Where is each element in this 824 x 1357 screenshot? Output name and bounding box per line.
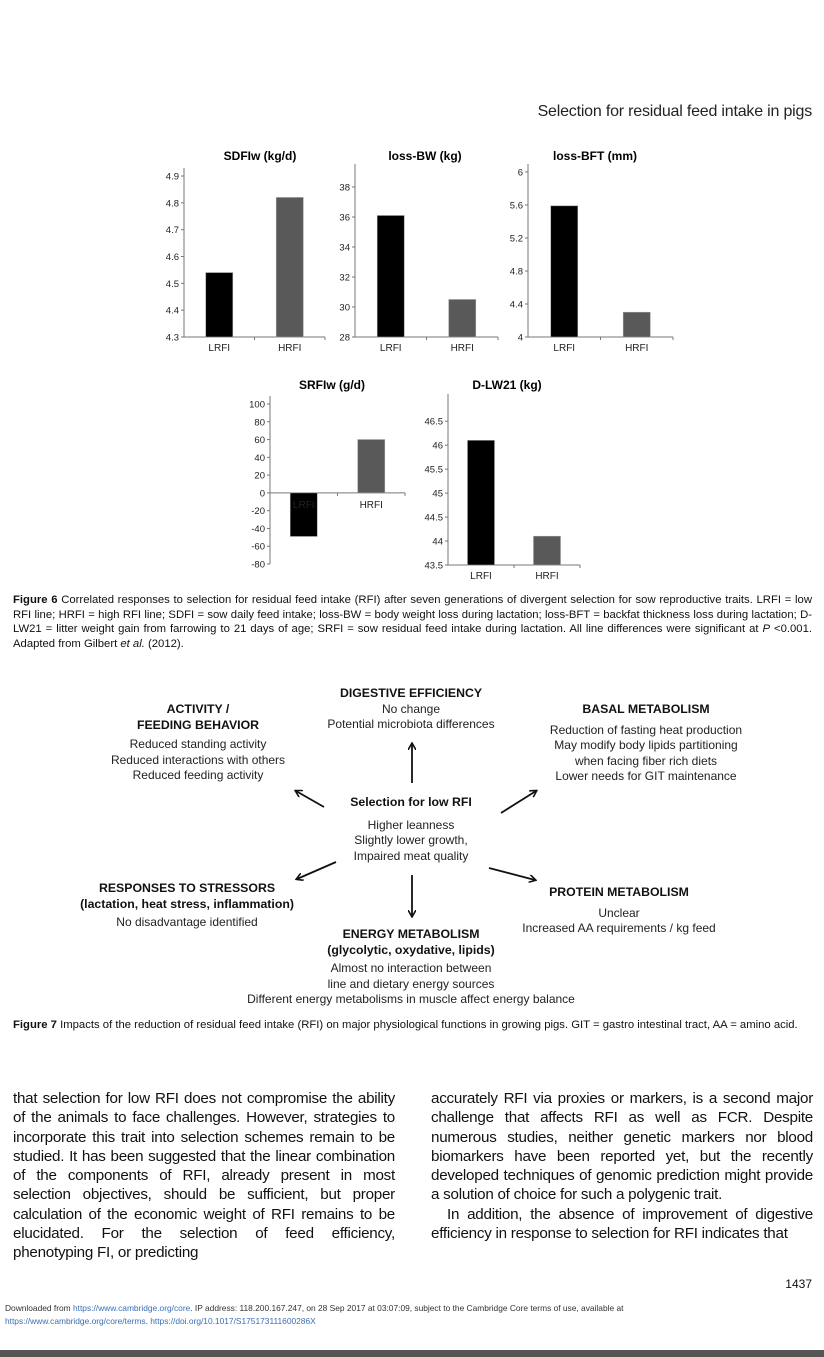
figure-7-label: Figure 7 [13, 1019, 57, 1031]
page-number: 1437 [785, 1277, 812, 1291]
y-tick-label: 0 [259, 488, 265, 500]
chart-svg [237, 377, 417, 584]
y-tick-label: -80 [251, 559, 265, 571]
link-doi[interactable]: https://doi.org/10.1017/S175173111600286X [150, 1315, 316, 1326]
x-category-label: LRFI [470, 571, 492, 582]
y-tick-label: -60 [251, 541, 265, 553]
y-tick-label: -40 [251, 523, 265, 535]
y-tick-label: 46 [432, 440, 443, 452]
link-terms[interactable]: https://www.cambridge.org/core/terms [5, 1315, 146, 1326]
chart-d-lw21 [412, 377, 592, 589]
y-tick-label: 4.6 [165, 252, 179, 263]
y-tick-label: 4.9 [165, 171, 179, 183]
node-activity-feeding: ACTIVITY / FEEDING BEHAVIOR Reduced standing activity Reduced interactions with others Reduced feeding activity [110, 702, 286, 782]
chart-svg [505, 148, 685, 365]
body-column-left [13, 1089, 395, 1263]
x-category-label: LRFI [292, 499, 315, 511]
node-responses-stressors: RESPONSES TO STRESSORS (lactation, heat stress, inflammation) No disadvantage identified [80, 881, 294, 929]
y-tick-label: 45 [432, 488, 443, 500]
chart-sdfiw [150, 148, 330, 370]
y-tick-label: 44 [432, 536, 443, 548]
y-tick-label: 4.8 [509, 266, 523, 278]
y-tick-label: 34 [339, 242, 350, 254]
y-tick-label: 38 [339, 182, 350, 194]
y-tick-label: 4.5 [165, 278, 179, 290]
y-tick-label: 4.4 [165, 305, 179, 317]
y-tick-label: 5.6 [509, 200, 523, 212]
body-paragraph: accurately RFI via proxies or markers, is a second major challenge that affects RFI as well as FCR. Despite numerous studies, neither genetic markers nor blood biomarkers have been reported yet, but the recently developed techniques of genomic prediction might provide a solution of choice for such a polygenic trait. [431, 1090, 813, 1204]
chart-loss-bw [330, 148, 510, 370]
node-protein-metabolism: PROTEIN METABOLISM Unclear Increased AA requirements / kg feed [522, 885, 716, 935]
y-tick-label: 5.2 [509, 233, 523, 245]
y-tick-label: -20 [251, 506, 265, 518]
body-column-right [431, 1089, 813, 1243]
bar-lrfi [468, 440, 495, 565]
figure-7-caption: Figure 7 Impacts of the reduction of residual feed intake (RFI) on major physiological functions in growing pigs. GIT = gastro intestinal tract, AA = amino acid. [13, 1019, 798, 1031]
node-selection-low-rfi: Selection for low RFI Higher leanness Slightly lower growth, Impaired meat quality [350, 795, 472, 863]
y-tick-label: 44.5 [424, 512, 443, 524]
x-category-label: HRFI [625, 343, 649, 354]
y-tick-label: 46.5 [424, 416, 443, 428]
y-tick-label: 43.5 [424, 560, 443, 572]
chart-title: loss-BFT (mm) [553, 149, 637, 163]
bar-hrfi [449, 300, 476, 338]
chart-svg [412, 377, 592, 584]
x-category-label: LRFI [379, 343, 402, 354]
y-tick-label: 36 [339, 212, 350, 224]
y-tick-label: 30 [339, 302, 350, 314]
node-digestive-efficiency: DIGESTIVE EFFICIENCY No change Potential microbiota differences [327, 686, 495, 731]
bar-hrfi [276, 197, 303, 337]
chart-loss-bft [505, 148, 685, 370]
body-paragraph: In addition, the absence of improvement of digestive efficiency in response to selection for RFI indicates that [431, 1205, 813, 1243]
y-tick-label: 60 [254, 435, 265, 447]
y-tick-label: 28 [339, 332, 350, 344]
y-tick-label: 45.5 [424, 464, 443, 476]
bar-hrfi [623, 312, 650, 337]
arrow-down-right-protein [489, 868, 535, 880]
y-tick-label: 4.7 [165, 225, 179, 237]
chart-svg [330, 148, 510, 365]
figure-6-caption: Figure 6 Correlated responses to selection for residual feed intake (RFI) after seven generations of divergent selection for sow reproductive traits. LRFI = low RFI line; HRFI = high RFI line; SDFI = sow daily feed intake; loss-BW = body weight loss during lactation; loss-BFT = backfat thickness loss during lactation; D-LW21 = litter weight gain from farrowing to 21 days of age; SRFI = sow residual feed intake during lactation. All line differences were significant at P <0.001. Adapted from Gilbert et al. (2012). [13, 594, 812, 650]
y-tick-label: 80 [254, 417, 265, 429]
x-category-label: HRFI [278, 343, 302, 354]
y-tick-label: 4 [517, 332, 523, 344]
arrow-up-right-basal [501, 791, 536, 813]
y-tick-label: 20 [254, 470, 265, 482]
x-category-label: LRFI [208, 343, 231, 354]
chart-svg [150, 148, 330, 365]
chart-srfiw [237, 377, 417, 589]
y-tick-label: 40 [254, 452, 265, 464]
bar-lrfi [377, 216, 404, 338]
bar-lrfi [206, 273, 233, 337]
arrow-down-left-stressors [297, 862, 336, 879]
y-tick-label: 4.3 [165, 332, 179, 344]
arrow-up-left-activity [296, 791, 324, 807]
body-paragraph: that selection for low RFI does not compromise the ability of the animals to face challenges. However, strategies to incorporate this trait into selection schemes remain to be studied. It has been suggested that the linear combination of the components of RFI, already present in most selection objectives, should be sufficient, but proper calculation of the economic weight of RFI remains to be elucidated. For the selection of feed efficiency, phenotyping FI, or predicting [13, 1090, 395, 1262]
y-tick-label: 4.8 [165, 198, 179, 210]
node-energy-metabolism: ENERGY METABOLISM (glycolytic, oxydative, lipids) Almost no interaction between line and dietary energy sources Different energy metabolisms in muscle affect energy balance [247, 927, 575, 1006]
bar-hrfi [534, 536, 561, 565]
figure-6-label: Figure 6 [13, 594, 58, 606]
x-category-label: HRFI [359, 499, 383, 511]
x-category-label: LRFI [553, 343, 576, 354]
chart-title: SRFIw (g/d) [299, 378, 365, 392]
viewer-bottom-bar [0, 1350, 824, 1357]
node-basal-metabolism: BASAL METABOLISM Reduction of fasting heat production May modify body lipids partitioning when facing fiber rich diets Lower needs for GIT maintenance [549, 702, 743, 783]
x-category-label: HRFI [535, 571, 559, 582]
chart-title: loss-BW (kg) [388, 149, 462, 163]
running-head: Selection for residual feed intake in pigs [537, 103, 812, 120]
y-tick-label: 6 [517, 167, 523, 179]
download-footer: Downloaded from https://www.cambridge.org/core. IP address: 118.200.167.247, on 28 Sep 2017 at 03:07:09, subject to the Cambridge Core terms of use, available at https://www.cambridge.org/core/terms. https://doi.org/10.1017/S175173111600286X [5, 1303, 624, 1326]
y-tick-label: 32 [339, 272, 350, 284]
bar-lrfi [551, 206, 578, 337]
link-cambridge-core[interactable]: https://www.cambridge.org/core [72, 1303, 191, 1313]
chart-title: SDFIw (kg/d) [223, 149, 297, 163]
diagram-arrows [0, 680, 824, 1010]
y-tick-label: 100 [249, 399, 265, 411]
chart-title: D-LW21 (kg) [472, 378, 542, 392]
y-tick-label: 4.4 [509, 299, 523, 311]
figure-7-diagram [0, 680, 824, 1010]
bar-hrfi [358, 440, 385, 493]
x-category-label: HRFI [450, 343, 474, 354]
